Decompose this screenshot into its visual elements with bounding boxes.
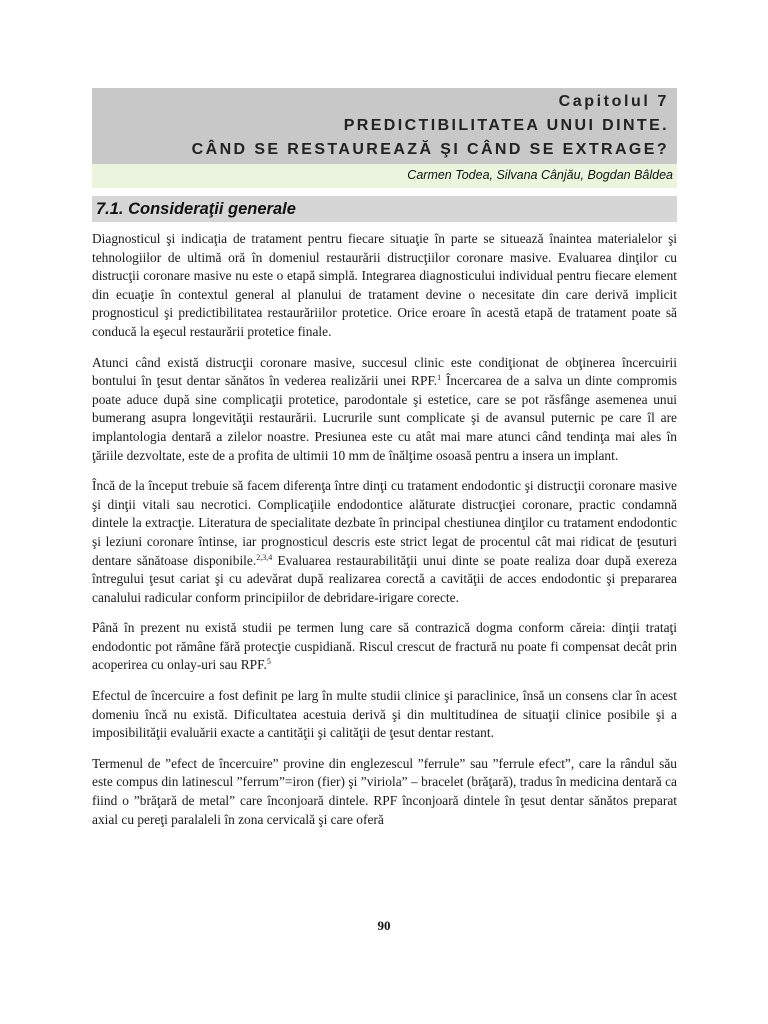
- chapter-header: [92, 88, 677, 164]
- page-content: [92, 88, 677, 841]
- paragraph-3-text-b: Evaluarea restaurabilităţii unui dinte se poate realiza doar după exereza întregului ţesut cariat şi cu adevărat după realizarea corectă a cavităţii de acces endodontic şi prepararea canalului radicular conform principiilor de debridare-irigare corecte.: [92, 552, 677, 605]
- body-text: [92, 230, 677, 829]
- paragraph-3: [92, 477, 677, 607]
- chapter-title-line-1: PREDICTIBILITATEA UNUI DINTE.: [343, 117, 669, 134]
- citation-1: 1: [437, 373, 442, 383]
- paragraph-3-text-a: Încă de la început trebuie să facem diferenţa între dinţi cu tratament endodontic şi distrucţii coronare masive şi dinţii vitali sau necrotici. Complicaţiile endodontice alăturate distrucţiei coronare, practic condamnă dintele la extracţie. Literatura de specialitate dezbate în principal chestiunea dinţilor cu tratament endodontic şi leziuni coronare întinse, iar prognosticul descris este strict legat de procentul cât mai ridicat de ţesuturi dentare sănătoase disponibile.: [92, 478, 677, 568]
- chapter-title-line-2: CÂND SE RESTAUREAZĂ ŞI CÂND SE EXTRAGE?: [191, 141, 669, 158]
- paragraph-5: Efectul de încercuire a fost definit pe larg în multe studii clinice şi paraclinice, însă un consens clar în acest domeniu încă nu există. Dificultatea acestuia derivă şi din multitudinea de situaţii clinice posibile şi a imposibilităţii evaluării exacte a cantităţii şi calităţii de ţesut dentar restant.: [92, 688, 677, 741]
- chapter-number: Capitolul 7: [558, 93, 669, 110]
- page-number: 90: [377, 918, 391, 933]
- paragraph-2-text-b: Încercarea de a salva un dinte compromis poate aduce după sine complicaţii protetice, parodontale şi estetice, care se pot răsfânge asemenea unui bumerang asupra longevităţii restaurării. Lucrurile sunt complicate şi de avansul puternic pe care îl are implantologia dentară a zilelor noastre. Presiunea este cu atât mai mare atunci când tendinţa mai ales în ţăriile dezvoltate, este de a profita de ultimii 10 mm de înălţime osoasă pentru a insera un implant.: [92, 373, 677, 463]
- section-heading: 7.1. Consideraţii generale: [92, 196, 677, 222]
- paragraph-1: Diagnosticul şi indicaţia de tratament pentru fiecare situaţie în parte se situează înaintea materialelor şi tehnologiilor de ultimă oră în domeniul restaurării distrucţiilor coronare masive. Evaluarea dinţilor cu distrucţii coronare masive nu este o etapă simplă. Integrarea diagnosticului individual pentru fiecare element din ecuaţie în contextul general al planului de tratament devine o necesitate din care derivă implicit prognosticul şi predictibilitatea restaurăriilor protetice. Orice eroare în acestă etapă de tratament poate să conducă la eşecul restaurării protetice finale.: [92, 231, 677, 339]
- citation-5: 5: [266, 657, 271, 667]
- paragraph-2-text-a: Atunci când există distrucţii coronare masive, succesul clinic este condiţionat de obţinerea încercuirii bontului în ţesut dentar sănătos în vederea realizării unei RPF.: [92, 354, 677, 389]
- citation-2-3-4: 2,3,4: [256, 552, 273, 562]
- paragraph-4: [92, 619, 677, 675]
- paragraph-2: [92, 354, 677, 466]
- paragraph-4-text-a: Până în prezent nu există studii pe termen lung care să contrazică dogma conform căreia: dinţii trataţi endodontic pot rămâne fără protecţie cuspidiană. Riscul crescut de fractură nu poate fi compensat decât prin acoperirea cu onlay-uri sau RPF.: [92, 620, 677, 673]
- paragraph-6: Termenul de ”efect de încercuire” provine din englezescul ”ferrule” sau ”ferrule efect”, care la rândul său este compus din latinescul ”ferrum”=iron (fier) şi ”viriola” – bracelet (brăţară), tradus în medicina dentară ca fiind o ”brăţară de metal” care înconjoară dintele. RPF înconjoară dintele în ţesut dentar sănătos preparat axial cu pereţi paralaleli în zona cervicală şi care oferă: [92, 755, 677, 827]
- authors-line: Carmen Todea, Silvana Cânjău, Bogdan Bâldea: [92, 164, 677, 188]
